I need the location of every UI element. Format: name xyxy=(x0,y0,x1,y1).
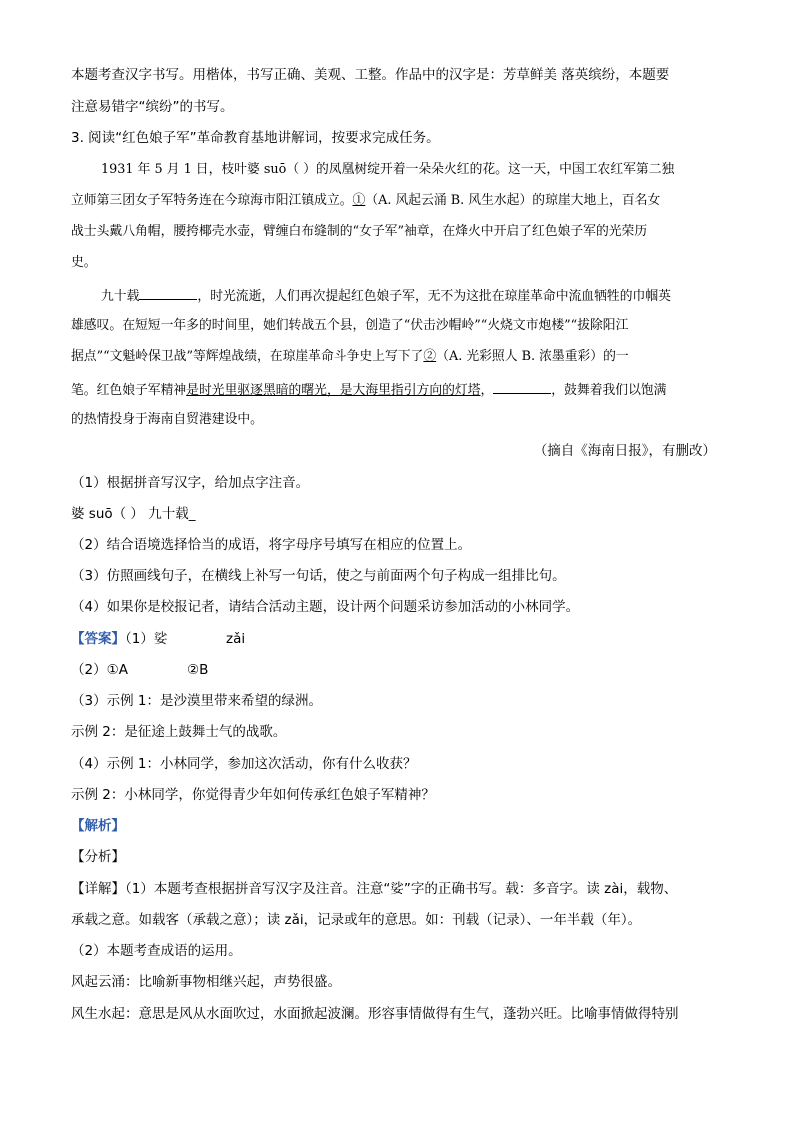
detail-label: 【详解】 xyxy=(71,881,125,897)
passage-1-line-4: 史。 xyxy=(71,255,97,270)
underlined-sentence: 是时光里驱逐黑暗的曙光，是大海里指引方向的灯塔 xyxy=(186,383,481,398)
detail-line-5: 风生水起：意思是风从水面吹过，水面掀起波澜。形容事情做得有生气，蓬勃兴旺。比喻事情做得特别 xyxy=(71,1006,679,1022)
detail-line-3: （2）本题考查成语的运用。 xyxy=(71,943,242,959)
answer-2b: ②B xyxy=(187,662,209,678)
fill-blank-2 xyxy=(493,380,551,394)
passage-2-line-2: 雄感叹。在短短一年多的时间里，她们转战五个县，创造了“伏击沙帽岭”“火烧文市炮楼”“拔除阳江 xyxy=(71,318,629,333)
detail-line-2: 承载之意。如载客（承载之意）；读 zǎi，记录或年的意思。如：刊载（记录）、一年半载（年）。 xyxy=(71,912,642,928)
answer-2a: （2）①A xyxy=(71,662,128,678)
blank-marker-2: ② xyxy=(423,349,437,364)
task-1-items: 婆 suō（ ） 九十载_ xyxy=(71,506,196,522)
passage-2-line-4-start: 笔。红色娘子军精神 xyxy=(71,383,187,398)
answer-4-example-2: 示例 2：小林同学，你觉得青少年如何传承红色娘子军精神？ xyxy=(71,787,435,803)
passage-2-line-4-comma: ， xyxy=(480,383,494,398)
task-2: （2）结合语境选择恰当的成语，将字母序号填写在相应的位置上。 xyxy=(71,537,472,553)
passage-2-line-4 xyxy=(71,380,666,400)
passage-1-line-2-options: （A. 风起云涌 B. 风生水起）的琼崖大地上，百名女 xyxy=(365,193,661,208)
fill-blank-1 xyxy=(139,286,197,300)
passage-1-line-1: 1931 年 5 月 1 日，枝叶婆 suō（ ）的凤凰树绽开着一朵朵火红的花。这一天，中国工农红军第二独 xyxy=(101,162,675,177)
passage-1-line-2-text: 立师第三团女子军特务连在今琼海市阳江镇成立。 xyxy=(71,193,353,208)
answer-3-example-1: （3）示例 1：是沙漠里带来希望的绿洲。 xyxy=(71,693,322,709)
source-note: （摘自《海南日报》，有删改） xyxy=(533,443,716,459)
passage-2-line-3-text: 据点”“文魁岭保卫战”等辉煌战绩，在琼崖革命斗争史上写下了 xyxy=(71,349,424,364)
passage-2-line-4-end: ，鼓舞着我们以饱满 xyxy=(551,383,667,398)
passage-2-line-3-options: （A. 光彩照人 B. 浓墨重彩）的一 xyxy=(436,349,629,364)
task-3: （3）仿照画线句子，在横线上补写一句话，使之与前面两个句子构成一组排比句。 xyxy=(71,568,566,584)
answer-label: 【答案】 xyxy=(71,631,125,647)
intro-line-2: 注意易错字“缤纷”的书写。 xyxy=(71,99,234,115)
passage-2-line-5: 的热情投身于海南自贸港建设中。 xyxy=(71,412,263,427)
answer-1-pinyin: zǎi xyxy=(226,631,246,647)
passage-2-line-3 xyxy=(71,348,629,366)
detail-line-4: 风起云涌：比喻新事物相继兴起，声势很盛。 xyxy=(71,974,341,990)
passage-2-line-1-rest: ，时光流逝，人们再次提起红色娘子军，无不为这批在琼崖革命中流血牺牲的巾帼英 xyxy=(197,289,671,304)
passage-2-line-1-start: 九十载 xyxy=(101,289,140,304)
intro-line-1: 本题考查汉字书写。用楷体，书写正确、美观、工整。作品中的汉字是：芳草鲜美 落英缤纷，本题要 xyxy=(71,67,670,83)
task-1: （1）根据拼音写汉字，给加点字注音。 xyxy=(71,475,310,491)
answer-1-char: （1）娑 xyxy=(125,631,168,647)
answer-4-example-1: （4）示例 1：小林同学，参加这次活动，你有什么收获？ xyxy=(71,756,417,772)
fenxi-label: 【分析】 xyxy=(71,849,125,865)
question-3-title: 3. 阅读“红色娘子军”革命教育基地讲解词，按要求完成任务。 xyxy=(71,130,440,146)
answer-3-example-2: 示例 2：是征途上鼓舞士气的战歌。 xyxy=(71,724,287,740)
passage-1-line-2 xyxy=(71,192,660,210)
passage-2-line-1 xyxy=(101,286,671,306)
task-4: （4）如果你是校报记者，请结合活动主题，设计两个问题采访参加活动的小林同学。 xyxy=(71,599,580,615)
detail-text-1: （1）本题考查根据拼音写汉字及注音。注意“娑”字的正确书写。载：多音字。读 zài，载物、 xyxy=(125,881,678,897)
passage-1-line-3: 战士头戴八角帽，腰挎椰壳水壶，臂缠白布缝制的“女子军”袖章，在烽火中开启了红色娘子军的光荣历 xyxy=(71,224,648,239)
analysis-label: 【解析】 xyxy=(71,818,125,834)
answer-line-1 xyxy=(71,630,167,648)
detail-line-1 xyxy=(71,880,677,898)
blank-marker-1: ① xyxy=(352,193,366,208)
